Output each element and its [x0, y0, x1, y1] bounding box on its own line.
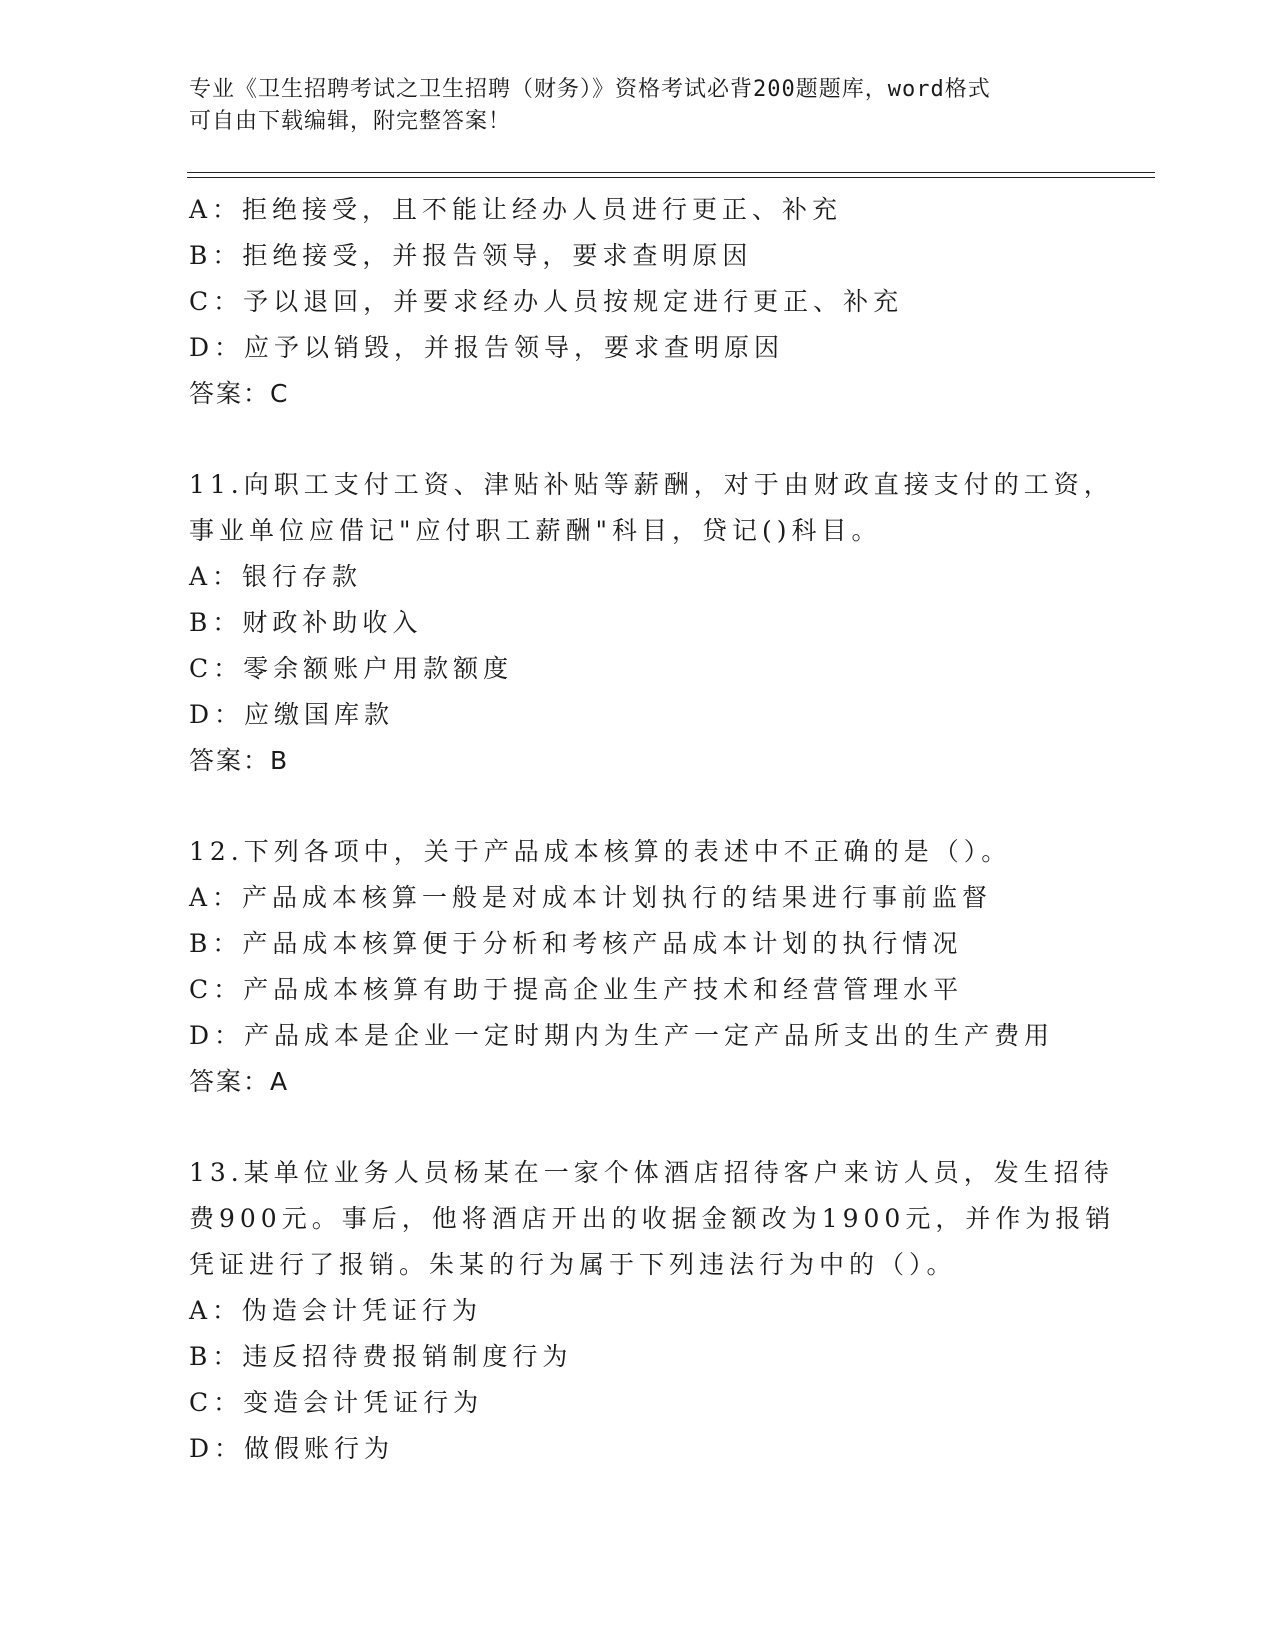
option-d: D：做假账行为	[189, 1434, 395, 1463]
option-a: A：银行存款	[189, 562, 363, 591]
answer-line: 答案：A	[189, 1067, 290, 1096]
question-stem-line: 13.某单位业务人员杨某在一家个体酒店招待客户来访人员，发生招待	[189, 1158, 1114, 1187]
answer-line: 答案：B	[189, 746, 290, 775]
question-11	[189, 462, 1149, 784]
question-stem-line: 12.下列各项中，关于产品成本核算的表述中不正确的是（）。	[189, 837, 1012, 866]
option-c: C：零余额账户用款额度	[189, 654, 514, 683]
document-header	[189, 74, 1089, 138]
header-title-line-2: 可自由下载编辑，附完整答案！	[189, 109, 512, 134]
question-list	[189, 187, 1149, 1472]
header-divider-bottom	[187, 177, 1155, 178]
option-c: C：予以退回，并要求经办人员按规定进行更正、补充	[189, 287, 904, 316]
header-divider-top	[187, 172, 1155, 173]
option-c: C：产品成本核算有助于提高企业生产技术和经营管理水平	[189, 975, 964, 1004]
question-spacer	[189, 784, 1149, 829]
option-b: B：财政补助收入	[189, 608, 423, 637]
question-stem-line: 凭证进行了报销。朱某的行为属于下列违法行为中的（）。	[189, 1250, 957, 1279]
option-a: A：产品成本核算一般是对成本计划执行的结果进行事前监督	[189, 883, 993, 912]
question-stem-line: 11.向职工支付工资、津贴补贴等薪酬，对于由财政直接支付的工资，	[189, 470, 1114, 499]
question-12	[189, 829, 1149, 1105]
option-d: D：应缴国库款	[189, 700, 395, 729]
question-10-continuation	[189, 187, 1149, 417]
option-b: B：拒绝接受，并报告领导，要求查明原因	[189, 241, 753, 270]
header-title-line-1: 专业《卫生招聘考试之卫生招聘（财务）》资格考试必背200题题库，word格式	[189, 77, 991, 102]
option-a: A：拒绝接受，且不能让经办人员进行更正、补充	[189, 195, 843, 224]
option-d: D：产品成本是企业一定时期内为生产一定产品所支出的生产费用	[189, 1021, 1055, 1050]
question-spacer	[189, 1105, 1149, 1150]
question-13	[189, 1150, 1149, 1472]
option-b: B：产品成本核算便于分析和考核产品成本计划的执行情况	[189, 929, 963, 958]
option-c: C：变造会计凭证行为	[189, 1388, 484, 1417]
question-stem-line: 费900元。事后，他将酒店开出的收据金额改为1900元，并作为报销	[189, 1204, 1116, 1233]
answer-line: 答案：C	[189, 379, 290, 408]
question-spacer	[189, 417, 1149, 462]
option-a: A：伪造会计凭证行为	[189, 1296, 483, 1325]
question-stem-line: 事业单位应借记"应付职工薪酬"科目，贷记()科目。	[189, 516, 882, 545]
option-b: B：违反招待费报销制度行为	[189, 1342, 573, 1371]
option-d: D：应予以销毁，并报告领导，要求查明原因	[189, 333, 785, 362]
